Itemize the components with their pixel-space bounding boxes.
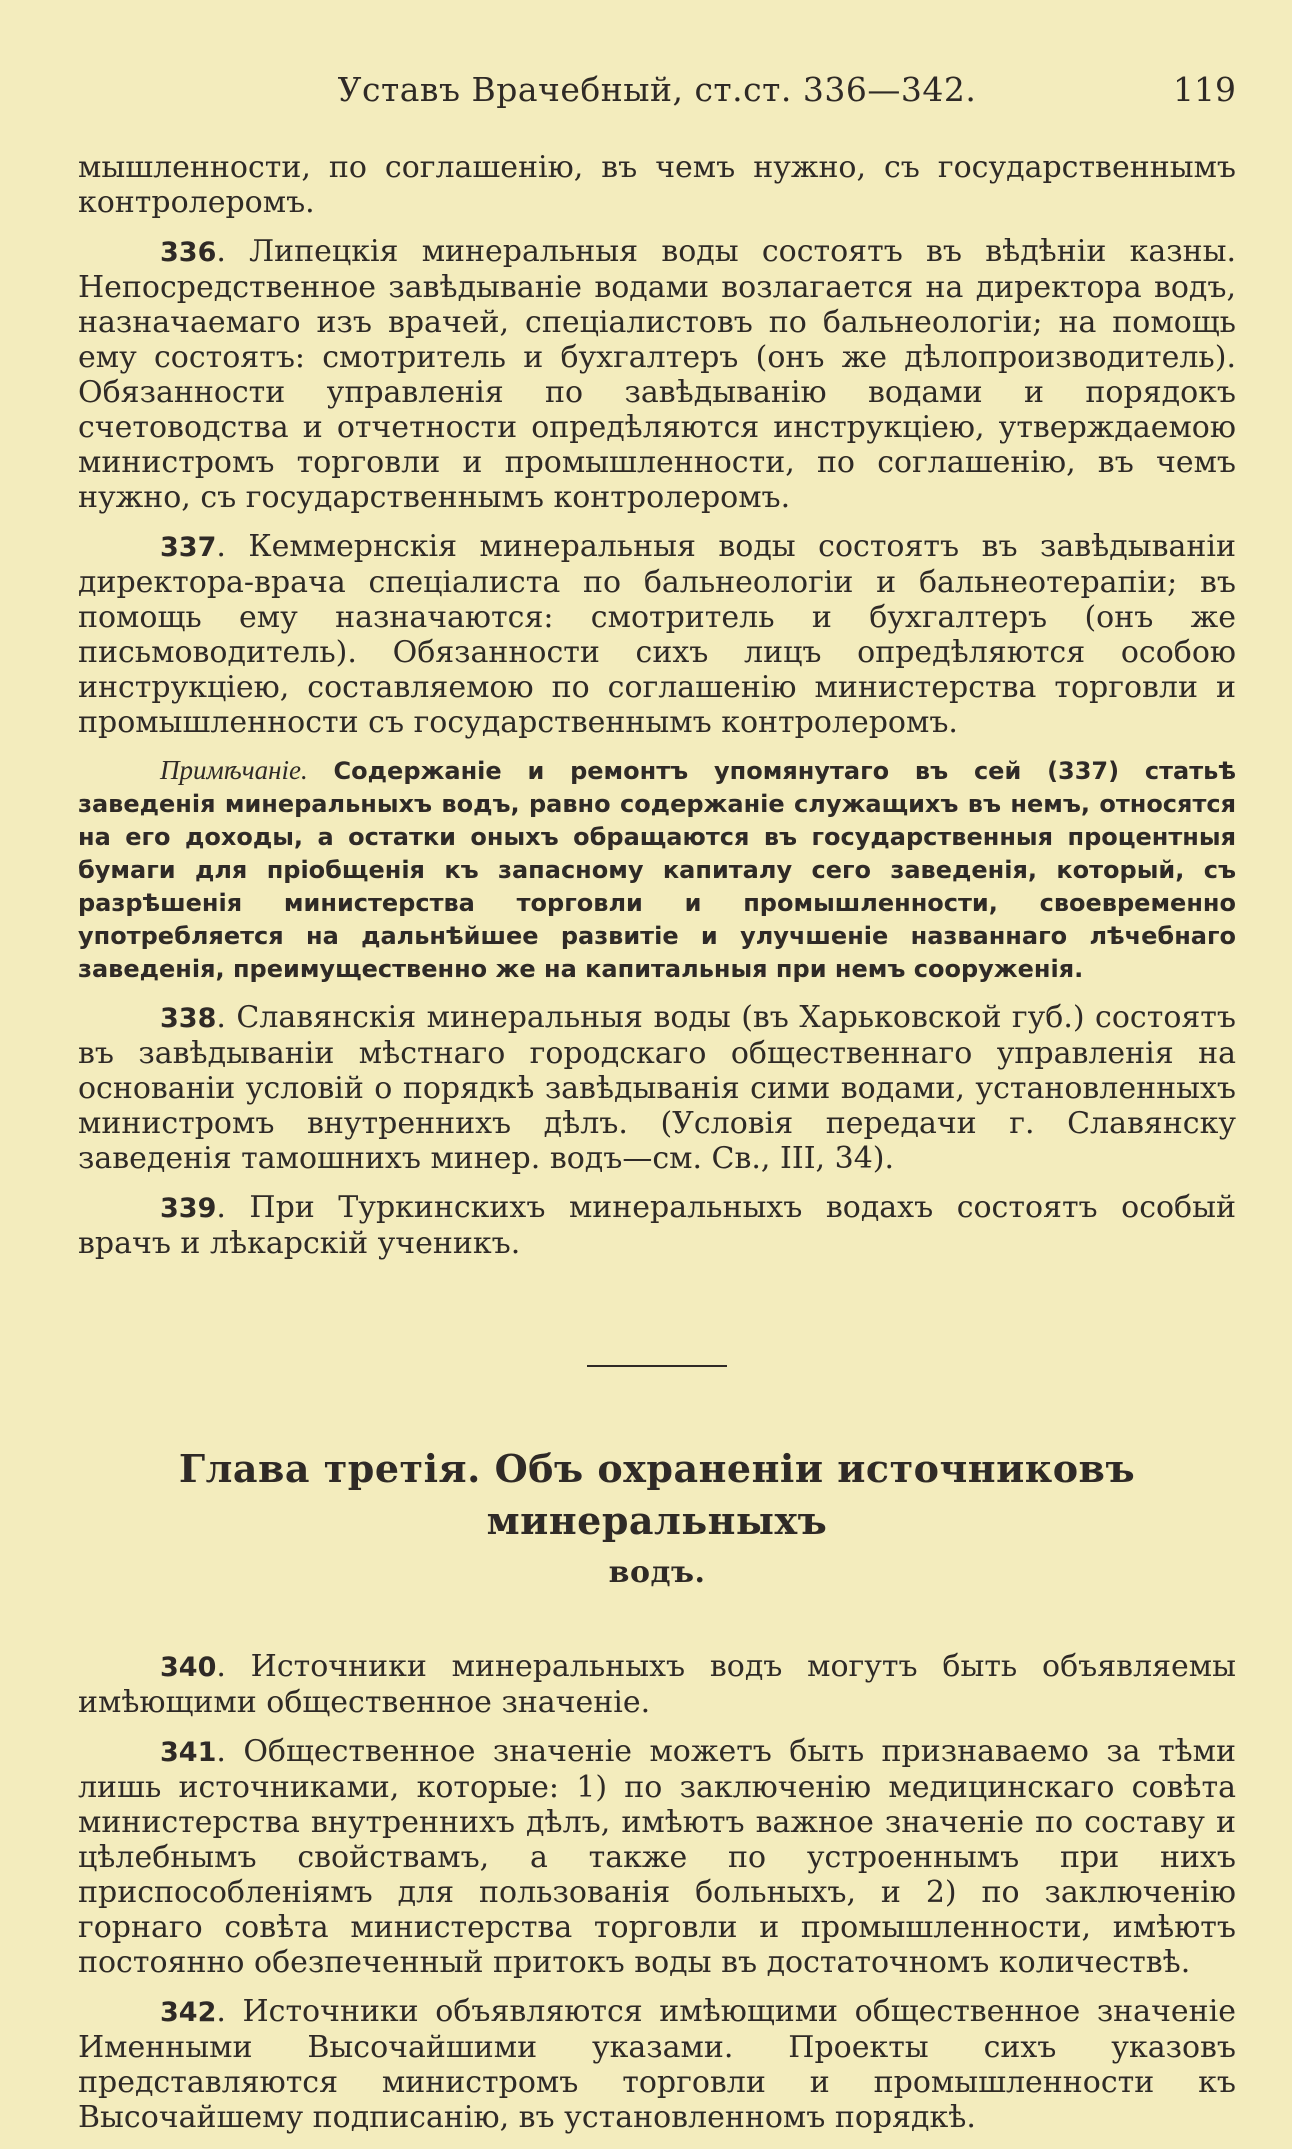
article-339 xyxy=(78,1190,1236,1261)
article-text: . Общественное значеніе можетъ быть признаваемо за тѣми лишь источниками, которые: 1) по заключенію медицинскаго совѣта министерства внутреннихъ дѣлъ, имѣютъ важное значеніе по составу и цѣлебнымъ свойствамъ, а также по устроеннымъ при нихъ приспособленіямъ для пользованія больныхъ, и 2) по заключенію горнаго совѣта министерства торговли и промышленности, имѣютъ постоянно обезпеченный притокъ воды въ достаточномъ количествѣ. xyxy=(78,1734,1236,1980)
running-title: Уставъ Врачебный, ст.ст. 336—342. xyxy=(337,70,977,109)
note-label: Примѣчаніе. xyxy=(160,755,308,785)
page-body xyxy=(78,150,1236,2149)
section-divider xyxy=(587,1365,727,1367)
article-number: 339 xyxy=(160,1193,217,1224)
article-text: . При Туркинскихъ минеральныхъ водахъ состоятъ особый врачъ и лѣкарскій ученикъ. xyxy=(78,1190,1236,1261)
page-header xyxy=(78,70,1236,114)
article-number: 342 xyxy=(160,1997,217,2028)
article-338 xyxy=(78,1000,1236,1176)
article-text: . Источники минеральныхъ водъ могутъ быть объявляемы имѣющими общественное значеніе. xyxy=(78,1649,1236,1720)
article-340 xyxy=(78,1649,1236,1720)
article-336 xyxy=(78,234,1236,515)
article-number: 338 xyxy=(160,1003,217,1034)
article-342 xyxy=(78,1994,1236,2135)
article-text: . Славянскія минеральныя воды (въ Харьковской губ.) состоятъ въ завѣдываніи мѣстнаго городскаго общественнаго управленія на основаніи условій о порядкѣ завѣдыванія сими водами, установленныхъ министромъ внутреннихъ дѣлъ. (Условія передачи г. Славянску заведенія тамошнихъ минер. водъ—см. Св., III, 34). xyxy=(78,1000,1236,1176)
article-text: . Липецкія минеральныя воды состоятъ въ вѣдѣніи казны. Непосредственное завѣдываніе водами возлагается на директора водъ, назначаемаго изъ врачей, спеціалистовъ по бальнеологіи; на помощь ему состоятъ: смотритель и бухгалтеръ (онъ же дѣлопроизводитель). Обязанности управленія по завѣдыванію водами и порядокъ счетоводства и отчетности опредѣляются инструкціею, утверждаемою министромъ торговли и промышленности, по соглашенію, въ чемъ нужно, съ государственнымъ контролеромъ. xyxy=(78,234,1236,515)
continuation-paragraph: мышленности, по соглашенію, въ чемъ нужно, съ государственнымъ контролеромъ. xyxy=(78,150,1236,220)
chapter-title: Глава третія. Объ охраненіи источниковъ минеральныхъ xyxy=(178,1446,1136,1543)
article-number: 336 xyxy=(160,237,217,268)
article-number: 340 xyxy=(160,1652,217,1683)
article-337 xyxy=(78,529,1236,740)
article-number: 337 xyxy=(160,532,217,563)
article-text: . Кеммернскія минеральныя воды состоятъ въ завѣдываніи директора-врача спеціалиста по бальнеологіи и бальнеотерапіи; въ помощь ему назначаются: смотритель и бухгалтеръ (онъ же письмоводитель). Обязанности сихъ лицъ опредѣляются особою инструкціею, составляемою по соглашенію министерства торговли и промышленности съ государственнымъ контролеромъ. xyxy=(78,529,1236,740)
article-341 xyxy=(78,1734,1236,1980)
article-text: . Источники объявляются имѣющими общественное значеніе Именными Высочайшими указами. Проекты сихъ указовъ представляются министромъ торговли и промышленности къ Высочайшему подписанію, въ установленномъ порядкѣ. xyxy=(78,1994,1236,2135)
note-text: Содержаніе и ремонтъ упомянутаго въ сей (337) статьѣ заведенія минеральныхъ водъ, равно содержаніе служащихъ въ немъ, относятся на его доходы, а остатки оныхъ обращаются въ государственныя процентныя бумаги для пріобщенія къ запасному капиталу сего заведенія, который, съ разрѣшенія министерства торговли и промышленности, своевременно употребляется на дальнѣйшее развитіе и улучшеніе названнаго лѣчебнаго заведенія, преимущественно же на капитальныя при немъ сооруженія. xyxy=(78,757,1236,983)
article-number: 341 xyxy=(160,1737,217,1768)
chapter-title-continuation: водъ. xyxy=(608,1555,706,1590)
note-paragraph xyxy=(78,754,1236,986)
page-number: 119 xyxy=(1173,70,1236,109)
